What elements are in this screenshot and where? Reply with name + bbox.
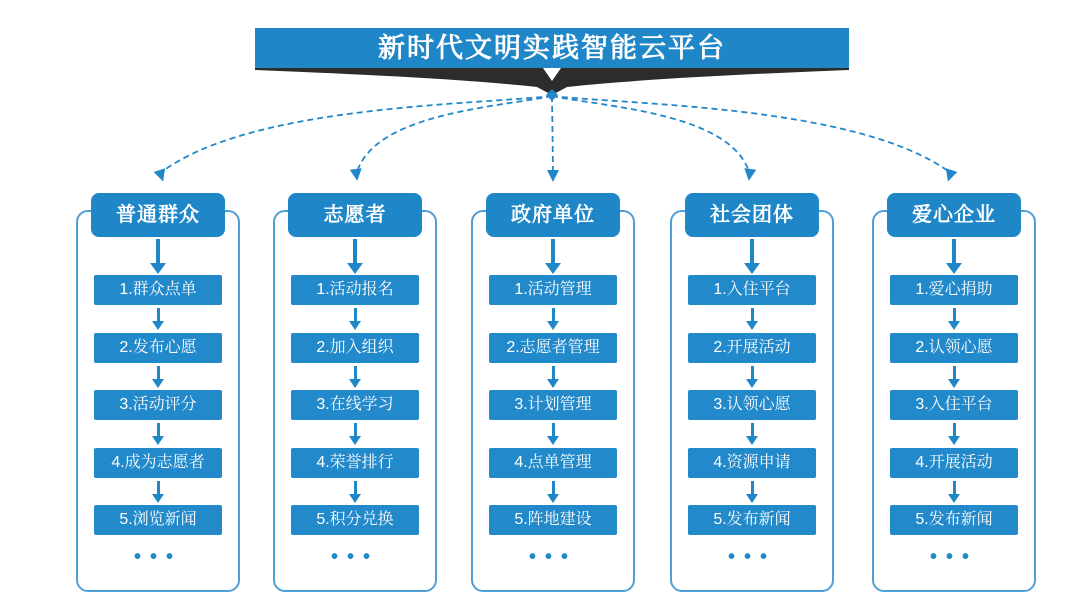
arrow-down-icon	[76, 366, 240, 388]
arrow-down-icon	[670, 481, 834, 503]
arrow-down-icon	[872, 481, 1036, 503]
arrow-down-icon	[273, 366, 437, 388]
flow-step: 2.加入组织	[291, 333, 419, 363]
flow-step: 3.计划管理	[489, 390, 617, 420]
more-ellipsis: •••	[330, 546, 379, 568]
platform-title-banner: 新时代文明实践智能云平台	[255, 28, 849, 68]
flow-step: 3.在线学习	[291, 390, 419, 420]
arrow-down-icon	[471, 481, 635, 503]
flow-step: 4.开展活动	[890, 448, 1018, 478]
flow-step: 5.阵地建设	[489, 505, 617, 535]
column-volunteers	[273, 185, 437, 600]
arrow-down-icon	[670, 239, 834, 274]
arrow-down-icon	[154, 168, 169, 183]
arrow-down-icon	[670, 366, 834, 388]
more-ellipsis: •••	[929, 546, 978, 568]
column-header: 政府单位	[486, 193, 620, 237]
arrow-down-icon	[273, 423, 437, 445]
more-ellipsis: •••	[727, 546, 776, 568]
arrow-down-icon	[471, 308, 635, 330]
flow-step: 5.浏览新闻	[94, 505, 222, 535]
arrow-down-icon	[471, 239, 635, 274]
flow-step: 2.发布心愿	[94, 333, 222, 363]
arrow-down-icon	[76, 239, 240, 274]
flow-step: 4.资源申请	[688, 448, 816, 478]
flow-step: 2.开展活动	[688, 333, 816, 363]
arrow-down-icon	[872, 366, 1036, 388]
arrow-down-icon	[872, 423, 1036, 445]
column-header: 普通群众	[91, 193, 225, 237]
flow-step: 2.志愿者管理	[489, 333, 617, 363]
flow-step: 4.荣誉排行	[291, 448, 419, 478]
arrow-down-icon	[350, 168, 363, 181]
column-government-units	[471, 185, 635, 600]
arrow-down-icon	[273, 308, 437, 330]
arrow-down-icon	[872, 308, 1036, 330]
flow-step: 4.点单管理	[489, 448, 617, 478]
arrow-down-icon	[76, 481, 240, 503]
flow-step: 3.入住平台	[890, 390, 1018, 420]
arrow-down-icon	[273, 481, 437, 503]
flow-step: 1.群众点单	[94, 275, 222, 305]
flow-step: 5.发布新闻	[890, 505, 1018, 535]
column-header: 社会团体	[685, 193, 819, 237]
dashed-connector	[552, 96, 553, 171]
arrow-down-icon	[670, 423, 834, 445]
flow-step: 3.活动评分	[94, 390, 222, 420]
dashed-connector	[163, 96, 552, 171]
dashed-connector	[552, 96, 948, 171]
flow-step: 5.发布新闻	[688, 505, 816, 535]
arrow-down-icon	[547, 170, 559, 182]
arrow-down-icon	[942, 168, 957, 183]
flow-step: 1.入住平台	[688, 275, 816, 305]
flow-step: 1.爱心捐助	[890, 275, 1018, 305]
column-social-groups	[670, 185, 834, 600]
arrow-down-icon	[471, 366, 635, 388]
flow-step: 4.成为志愿者	[94, 448, 222, 478]
column-ordinary-masses	[76, 185, 240, 600]
flow-step: 2.认领心愿	[890, 333, 1018, 363]
column-header: 爱心企业	[887, 193, 1021, 237]
more-ellipsis: •••	[528, 546, 577, 568]
dashed-connector	[358, 96, 552, 169]
arrow-down-icon	[273, 239, 437, 274]
arrow-down-icon	[872, 239, 1036, 274]
flow-step: 1.活动报名	[291, 275, 419, 305]
arrow-down-icon	[743, 168, 756, 181]
arrow-down-icon	[76, 423, 240, 445]
column-header: 志愿者	[288, 193, 422, 237]
more-ellipsis: •••	[133, 546, 182, 568]
column-caring-enterprises	[872, 185, 1036, 600]
dashed-connector	[552, 96, 748, 169]
arrow-down-icon	[670, 308, 834, 330]
flow-step: 5.积分兑换	[291, 505, 419, 535]
arrow-down-icon	[76, 308, 240, 330]
arrow-down-icon	[471, 423, 635, 445]
flow-step: 1.活动管理	[489, 275, 617, 305]
flow-step: 3.认领心愿	[688, 390, 816, 420]
